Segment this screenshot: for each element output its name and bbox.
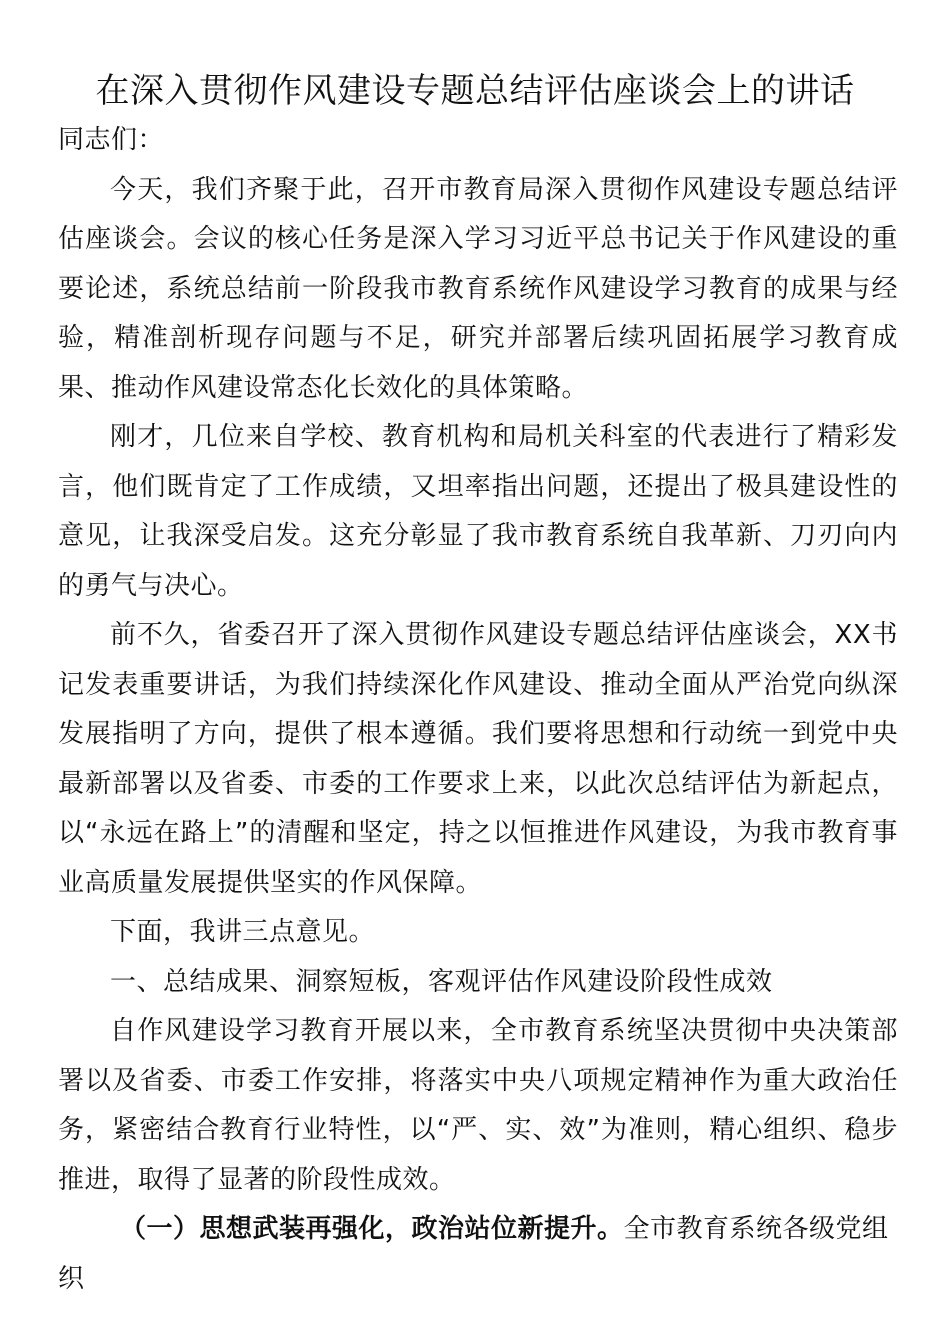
salutation: 同志们： — [58, 125, 165, 155]
document-title: 在深入贯彻作风建设专题总结评估座谈会上的讲话 — [95, 71, 855, 111]
subsection-heading: （一）思想武装再强化，政治站位新提升。 — [120, 1214, 624, 1244]
paragraph-achievements: 自作风建设学习教育开展以来，全市教育系统坚决贯彻中央决策部署以及省委、市委工作安排，将落实中央八项规定精神作为重大政治任务，紧密结合教育行业特性，以“严、实、效”为准则，精心组织、稳步推进，取得了显著的阶段性成效。 — [58, 1016, 898, 1195]
subsection-paragraph — [58, 1205, 898, 1304]
paragraph-speakers: 刚才，几位来自学校、教育机构和局机关科室的代表进行了精彩发言，他们既肯定了工作成绩，又坦率指出问题，还提出了极具建设性的意见，让我深受启发。这充分彰显了我市教育系统自我革新、刀刃向内的勇气与决心。 — [58, 422, 898, 601]
paragraph-three-points: 下面，我讲三点意见。 — [110, 917, 376, 947]
paragraph-opening: 今天，我们齐聚于此，召开市教育局深入贯彻作风建设专题总结评估座谈会。会议的核心任务是深入学习习近平总书记关于作风建设的重要论述，系统总结前一阶段我市教育系统作风建设学习教育的成果与经验，精准剖析现存问题与不足，研究并部署后续巩固拓展学习教育成果、推动作风建设常态化长效化的具体策略。 — [58, 174, 898, 403]
section-heading-1: 一、总结成果、洞察短板，客观评估作风建设阶段性成效 — [110, 966, 773, 997]
paragraph-provincial-meeting: 前不久，省委召开了深入贯彻作风建设专题总结评估座谈会，XX书记发表重要讲话，为我们持续深化作风建设、推动全面从严治党向纵深发展指明了方向，提供了根本遵循。我们要将思想和行动统一到党中央最新部署以及省委、市委的工作要求上来，以此次总结评估为新起点，以“永远在路上”的清醒和坚定，持之以恒推进作风建设，为我市教育事业高质量发展提供坚实的作风保障。 — [58, 620, 898, 898]
subsection-text: 全市教育系统各级党组织 — [58, 1214, 889, 1294]
document-body — [58, 116, 898, 1304]
